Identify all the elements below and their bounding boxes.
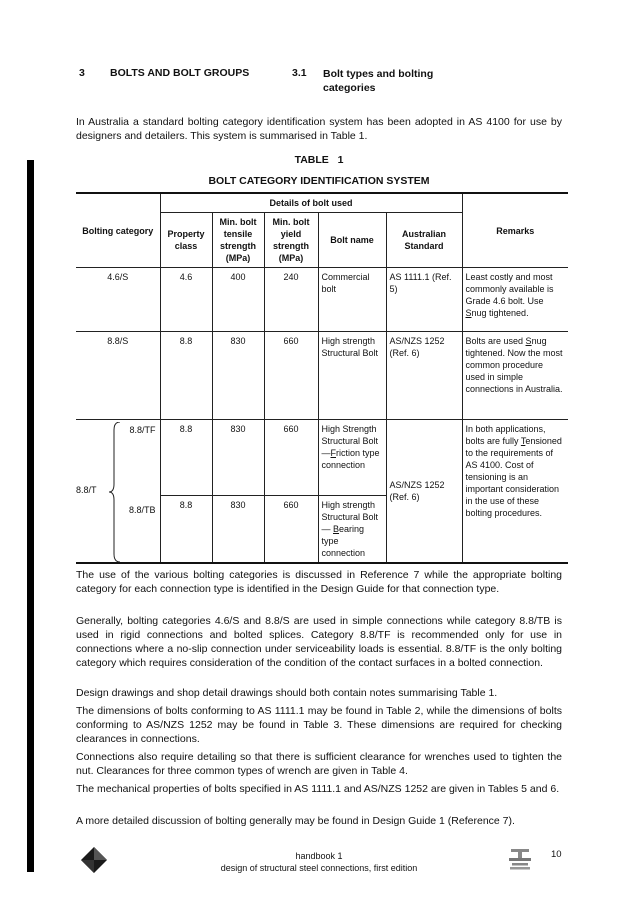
paragraph: Design drawings and shop detail drawings should both contain notes summarising Table 1. [76, 687, 498, 699]
paragraph: The dimensions of bolts conforming to AS 1111.1 may be found in Table 2, while the dimensions of bolts conforming to AS/NZS 1252 may be found in Table 3. These dimensions are required for checking clearances in connections. [76, 705, 562, 745]
table-label: TABLE 1 [294, 154, 344, 166]
remarks-cell: In both applications, bolts are fully Tensioned to the requirements of AS 4100. Cost of tensioning is an important consideration in the use of these bolting procedures. [462, 420, 568, 564]
paragraph: The use of the various bolting categories is discussed in Reference 7 while the appropriate bolting category for each connection type is identified in the Design Guide for that connection type. [76, 569, 562, 595]
page-number: 10 [551, 849, 562, 860]
table-row: 4.6/S 4.6 400 240 Commercial bolt AS 1111.1 (Ref. 5) Least costly and most commonly available is Grade 4.6 bolt. Use Snug tightened. [76, 268, 568, 332]
section-title: BOLTS AND BOLT GROUPS [110, 67, 250, 79]
table-row: 8.8/S 8.8 830 660 High strength Structural Bolt AS/NZS 1252 (Ref. 6) Bolts are used Snug tightened. Now the most common procedure used in simple connections in Australia. [76, 332, 568, 420]
paragraph: Generally, bolting categories 4.6/S and 8.8/S are used in simple connections while category 8.8/TB is used in rigid connections and bolted splices. Category 8.8/TF is recommended only for use in connections where a no-slip connection under serviceability loads is essential. 8.8/TF is the only bolting category which requires consideration of the condition of the contact surfaces in a bolted connection. [76, 615, 562, 669]
remarks-cell: Least costly and most commonly available is Grade 4.6 bolt. Use Snug tightened. [462, 268, 568, 332]
margin-bar [27, 160, 34, 872]
table-row: 8.8 830 660 High strength Structural Bolt— Bearing type connection [76, 496, 568, 564]
bolt-name-cell: High strength Structural Bolt— Bearing type connection [318, 496, 386, 564]
header-tensile-strength: Min. bolt tensile strength (MPa) [212, 213, 264, 268]
subsection-number: 3.1 [292, 67, 307, 79]
header-australian-standard: Australian Standard [386, 213, 462, 268]
header-bolting-category: Bolting category [76, 193, 160, 268]
intro-paragraph: In Australia a standard bolting category identification system has been adopted in AS 4100 for use by designers and detailers. This system is summarised in Table 1. [76, 116, 562, 142]
footer-edition: design of structural steel connections, first edition [220, 863, 418, 873]
bolt-name-cell: High Strength Structural Bolt—Friction type connection [318, 420, 386, 496]
curly-brace-icon [109, 422, 121, 562]
subcategory-tb: 8.8/TB [128, 505, 156, 515]
steel-section-logo-icon [508, 848, 532, 870]
bolt-category-table [76, 192, 568, 564]
section-number: 3 [79, 67, 85, 79]
table-row: 8.8/T 8.8/TF 8.8/TB 8.8 830 660 High Strength Structural Bolt—Friction type connection AS/NZS 1252 (Ref. 6) In both applications, bolts are fully Tensioned to the requirements of AS 4100. Cost of tensioning is an important consideration in the use of these bolting procedures. [76, 420, 568, 496]
footer-handbook: handbook 1 [295, 851, 343, 861]
group-category-cell [76, 420, 160, 564]
remarks-cell: Bolts are used Snug tightened. Now the most common procedure used in simple connections in Australia. [462, 332, 568, 420]
subsection-title: Bolt types and bolting categories [323, 68, 434, 94]
header-details-group: Details of bolt used [160, 193, 462, 213]
paragraph: Connections also require detailing so that there is sufficient clearance for wrenches used to tighten the nut. Clearances for three common types of wrench are given in Table 4. [76, 751, 562, 777]
header-bolt-name: Bolt name [318, 213, 386, 268]
paragraph: The mechanical properties of bolts specified in AS 1111.1 and AS/NZS 1252 are given in Tables 5 and 6. [76, 783, 560, 795]
header-property-class: Property class [160, 213, 212, 268]
subcategory-tf: 8.8/TF [129, 425, 156, 435]
header-remarks: Remarks [462, 193, 568, 268]
group-category: 8.8/T [76, 485, 97, 495]
paragraph: A more detailed discussion of bolting generally may be found in Design Guide 1 (Reference 7). [76, 815, 515, 827]
header-yield-strength: Min. bolt yield strength (MPa) [264, 213, 318, 268]
table-caption: BOLT CATEGORY IDENTIFICATION SYSTEM [208, 175, 430, 187]
